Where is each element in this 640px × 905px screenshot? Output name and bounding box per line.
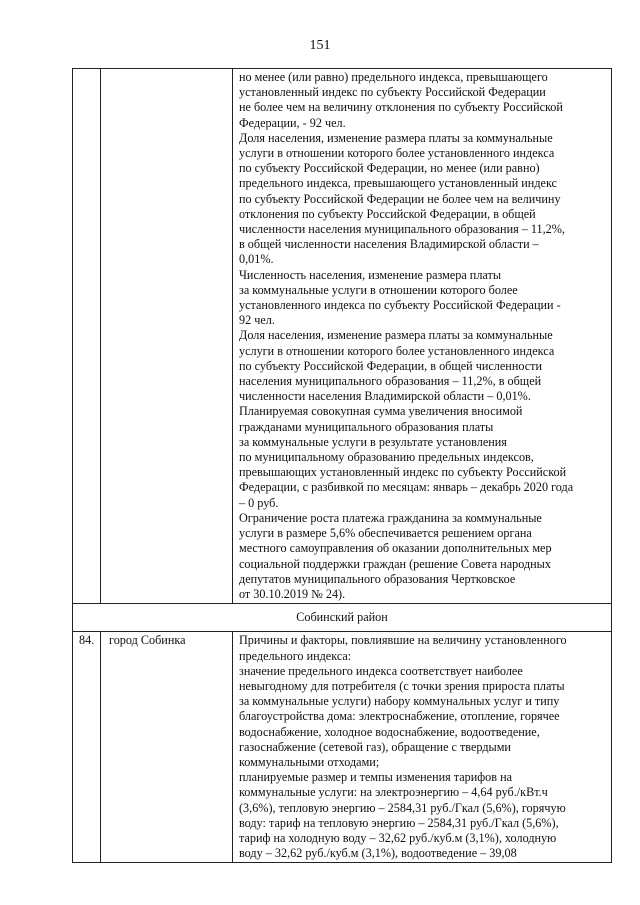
text-line: социальной поддержки граждан (решение Совета народных bbox=[239, 556, 551, 571]
text-line: коммунальными отходами; bbox=[239, 754, 380, 769]
text-line: Планируемая совокупная сумма увеличения вносимой bbox=[239, 404, 523, 419]
text-line: не более чем на величину отклонения по субъекту Российской bbox=[239, 100, 563, 115]
description-cell-84 bbox=[233, 632, 612, 863]
text-line: численности населения Владимирской области – 0,01%. bbox=[239, 389, 531, 404]
text-line: услуги в отношении которого более установленного индекса bbox=[239, 146, 555, 161]
text-line: установленного индекса по субъекту Российской Федерации - bbox=[239, 298, 561, 313]
text-line: населения муниципального образования – 11,2%, в общей bbox=[239, 374, 542, 389]
text-line: Причины и факторы, повлиявшие на величину установленного bbox=[239, 633, 567, 648]
text-line: коммунальные услуги: на электроэнергию – 4,64 руб./кВт.ч bbox=[239, 785, 548, 800]
text-line: но менее (или равно) предельного индекса, превышающего bbox=[239, 70, 548, 84]
text-line: за коммунальные услуги) набору коммунальных услуг и типу bbox=[239, 694, 560, 709]
text-line: благоустройства дома: электроснабжение, отопление, горячее bbox=[239, 709, 560, 724]
text-line: услуги в размере 5,6% обеспечивается решением органа bbox=[239, 526, 532, 541]
number-cell-empty bbox=[73, 69, 101, 604]
municipality-name: город Собинка bbox=[101, 632, 233, 863]
page-number: 151 bbox=[309, 38, 331, 53]
text-line: численности населения муниципального образования – 11,2%, bbox=[239, 222, 565, 237]
table-row-region-header bbox=[73, 604, 612, 632]
text-line: 0,01%. bbox=[239, 252, 274, 267]
text-line: (3,6%), тепловую энергию – 2584,31 руб./Гкал (5,6%), горячую bbox=[239, 800, 566, 815]
text-line: отклонения по субъекту Российской Федерации, в общей bbox=[239, 206, 536, 221]
text-line: Численность населения, изменение размера платы bbox=[239, 267, 502, 282]
text-line: Ограничение роста платежа гражданина за коммунальные bbox=[239, 510, 542, 525]
text-line: превышающих установленный индекс по субъекту Российской bbox=[239, 465, 567, 480]
description-cell-continued bbox=[233, 69, 612, 604]
text-line: 92 чел. bbox=[239, 313, 275, 328]
municipality-cell-empty bbox=[101, 69, 233, 604]
text-line: по субъекту Российской Федерации, в общей численности bbox=[239, 358, 542, 373]
text-line: невыгодному для потребителя (с точки зрения прироста платы bbox=[239, 678, 565, 693]
text-line: по субъекту Российской Федерации, но менее (или равно) bbox=[239, 161, 540, 176]
text-line: в общей численности населения Владимирской области – bbox=[239, 237, 539, 252]
text-line: воду – 32,62 руб./куб.м (3,1%), водоотведение – 39,08 bbox=[239, 846, 517, 861]
table-row-continued bbox=[73, 69, 612, 604]
text-line: установленный индекс по субъекту Российской Федерации bbox=[239, 85, 546, 100]
text-line: водоснабжение, холодное водоснабжение, водоотведение, bbox=[239, 724, 540, 739]
row-number: 84. bbox=[73, 632, 101, 863]
text-line: предельного индекса: bbox=[239, 648, 352, 663]
text-line: Федерации, - 92 чел. bbox=[239, 115, 346, 130]
text-line: Доля населения, изменение размера платы за коммунальные bbox=[239, 328, 553, 343]
text-line: Доля населения, изменение размера платы за коммунальные bbox=[239, 130, 553, 145]
document-table bbox=[72, 68, 612, 863]
region-header: Собинский район bbox=[73, 604, 612, 632]
text-line: по субъекту Российской Федерации не более чем на величину bbox=[239, 191, 561, 206]
text-line: значение предельного индекса соответствует наиболее bbox=[239, 663, 523, 678]
text-line: планируемые размер и темпы изменения тарифов на bbox=[239, 770, 513, 785]
text-line: за коммунальные услуги в отношении которого более bbox=[239, 282, 518, 297]
table-row-84 bbox=[73, 632, 612, 863]
text-line: депутатов муниципального образования Чертковское bbox=[239, 571, 516, 586]
text-line: гражданами муниципального образования платы bbox=[239, 419, 494, 434]
text-line: Федерации, с разбивкой по месяцам: январь – декабрь 2020 года bbox=[239, 480, 574, 495]
text-line: за коммунальные услуги в результате установления bbox=[239, 434, 507, 449]
text-line: местного самоуправления об оказании дополнительных мер bbox=[239, 541, 552, 556]
text-line: предельного индекса, превышающего установленный индекс bbox=[239, 176, 557, 191]
text-line: воду: тариф на тепловую энергию – 2584,31 руб./Гкал (5,6%), bbox=[239, 815, 559, 830]
text-line: услуги в отношении которого более установленного индекса bbox=[239, 343, 555, 358]
text-line: газоснабжение (сетевой газ), обращение с твердыми bbox=[239, 739, 511, 754]
text-line: тариф на холодную воду – 32,62 руб./куб.м (3,1%), холодную bbox=[239, 830, 557, 845]
text-line: от 30.10.2019 № 24). bbox=[239, 586, 346, 601]
text-line: – 0 руб. bbox=[239, 495, 279, 510]
text-line: по муниципальному образованию предельных индексов, bbox=[239, 450, 534, 465]
